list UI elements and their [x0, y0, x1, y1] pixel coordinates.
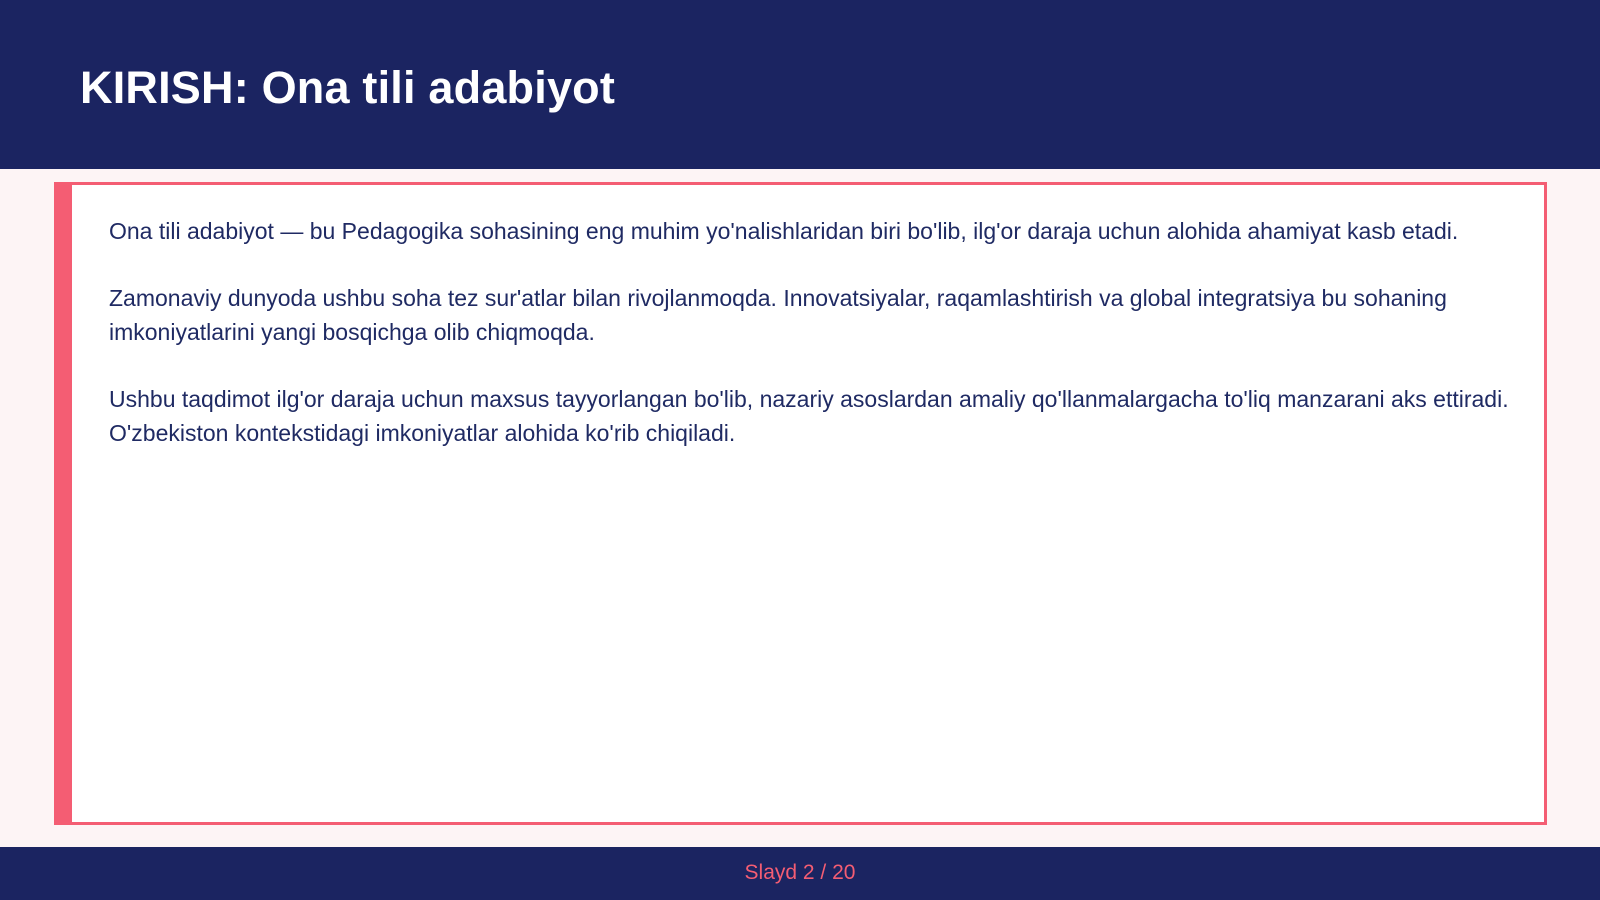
content-paragraphs [109, 214, 1509, 483]
slide-footer [0, 847, 1600, 900]
slide-counter: Slayd 2 / 20 [744, 861, 856, 884]
slide-title: KIRISH: Ona tili adabiyot [80, 62, 616, 113]
presentation-paragraph: Ushbu taqdimot ilg'or daraja uchun maxsus tayyorlangan bo'lib, nazariy asoslardan amaliy qo'llanmalargacha to'liq manzarani aks ettiradi. O'zbekiston kontekstidagi imkoniyatlar alohida ko'rib chiqiladi. [109, 386, 1509, 446]
slide-header [0, 0, 1600, 169]
content-card [54, 182, 1547, 825]
intro-paragraph: Ona tili adabiyot — bu Pedagogika sohasining eng muhim yo'nalishlaridan biri bo'lib, ilg'or daraja uchun alohida ahamiyat kasb etadi. [109, 218, 1459, 244]
development-paragraph: Zamonaviy dunyoda ushbu soha tez sur'atlar bilan rivojlanmoqda. Innovatsiyalar, raqamlashtirish va global integratsiya bu sohaning imkoniyatlarini yangi bosqichga olib chiqmoqda. [109, 285, 1447, 345]
